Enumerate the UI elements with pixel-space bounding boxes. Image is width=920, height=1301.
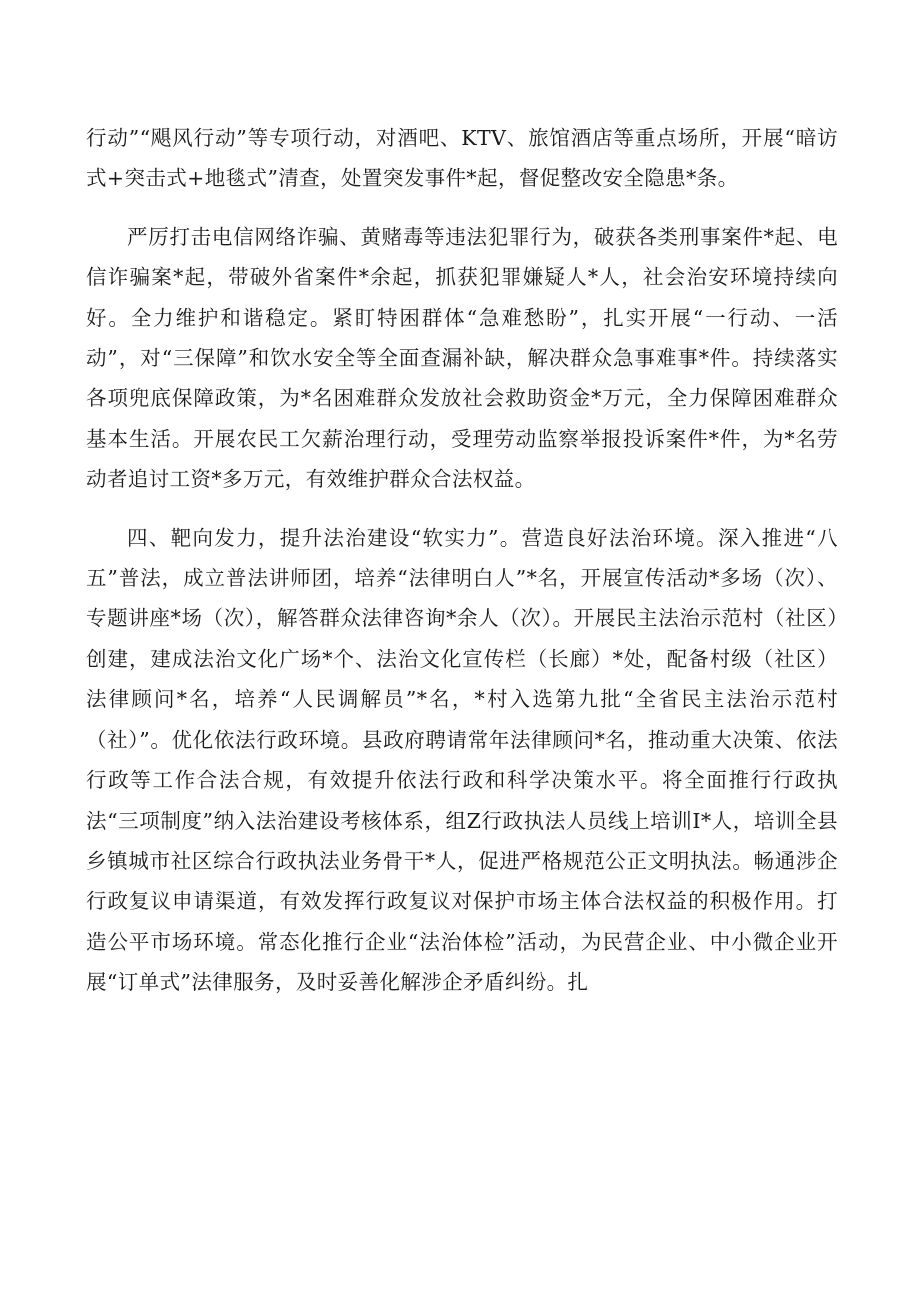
document-body [86, 118, 838, 1003]
paragraph-continuation: 行动”“飓风行动”等专项行动，对酒吧、KTV、旅馆酒店等重点场所，开展“暗访式+突击式+地毯式”清查，处置突发事件*起，督促整改安全隐患*条。 [86, 126, 838, 191]
paragraph-crime-crackdown: 严厉打击电信网络诈骗、黄赌毒等违法犯罪行为，破获各类刑事案件*起、电信诈骗案*起，带破外省案件*余起，抓获犯罪嫌疑人*人，社会治安环境持续向好。全力维护和谐稳定。紧盯特困群体“急难愁盼”，扎实开展“一行动、一活动”，对“三保障”和饮水安全等全面查漏补缺，解决群众急事难事*件。持续落实各项兜底保障政策，为*名困难群众发放社会救助资金*万元，全力保障困难群众基本生活。开展农民工欠薪治理行动，受理劳动监察举报投诉案件*件，为*名劳动者追讨工资*多万元，有效维护群众合法权益。 [86, 224, 838, 492]
paragraph-rule-of-law: 四、靶向发力，提升法治建设“软实力”。营造良好法治环境。深入推进“八五”普法，成立普法讲师团，培养“法律明白人”*名，开展宣传活动*多场（次）、专题讲座*场（次），解答群众法律咨询*余人（次）。开展民主法治示范村（社区）创建，建成法治文化广场*个、法治文化宣传栏（长廊）*处，配备村级（社区）法律顾问*名，培养“人民调解员”*名，*村入选第九批“全省民主法治示范村（社）”。优化依法行政环境。县政府聘请常年法律顾问*名，推动重大决策、依法行政等工作合法合规，有效提升依法行政和科学决策水平。将全面推行行政执法“三项制度”纳入法治建设考核体系，组Z行政执法人员线上培训I*人，培训全县乡镇城市社区综合行政执法业务骨干*人，促进严格规范公正文明执法。畅通涉企行政复议申请渠道，有效发挥行政复议对保护市场主体合法权益的积极作用。打造公平市场环境。常态化推行企业“法治体检”活动，为民营企业、中小微企业开展“订单式”法律服务，及时妥善化解涉企矛盾纠纷。扎 [86, 525, 838, 995]
